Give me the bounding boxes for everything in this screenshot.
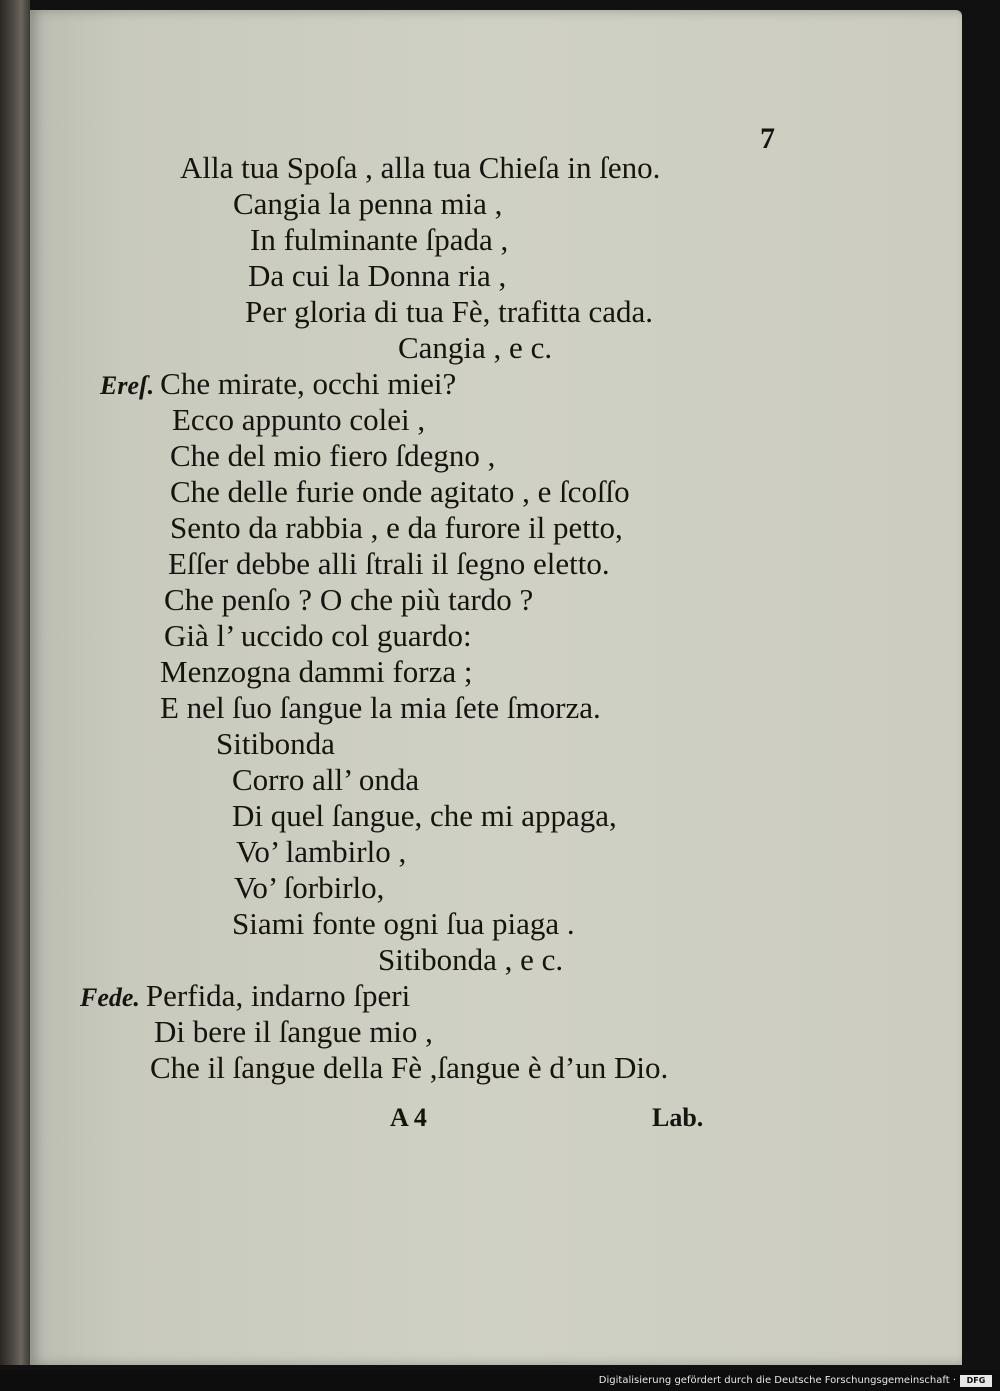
line-text: Di quel ſangue, che mi appaga, bbox=[232, 798, 617, 833]
catchword: Lab. bbox=[652, 1103, 704, 1132]
text-line bbox=[172, 402, 425, 438]
text-line bbox=[234, 870, 384, 906]
speaker-label: Fede. bbox=[80, 983, 140, 1012]
line-text: Sitibonda bbox=[216, 726, 335, 761]
page-number: 7 bbox=[760, 122, 775, 155]
line-text: Cangia , e c. bbox=[398, 330, 553, 365]
line-text: Da cui la Donna ria , bbox=[248, 258, 507, 293]
text-line bbox=[233, 186, 502, 222]
text-line bbox=[248, 258, 506, 294]
line-text: Siami fonte ogni ſua piaga . bbox=[232, 906, 575, 941]
text-line bbox=[232, 762, 419, 798]
text-line bbox=[100, 366, 456, 404]
line-text: In fulminante ſpada , bbox=[250, 222, 509, 257]
line-text: Che mirate, occhi miei? bbox=[160, 366, 457, 401]
line-text: Sento da rabbia , e da furore il petto, bbox=[170, 510, 623, 545]
line-text: Che delle furie onde agitato , e ſcoſſo bbox=[170, 474, 630, 509]
text-line bbox=[170, 510, 623, 546]
text-line bbox=[80, 978, 410, 1016]
text-line bbox=[170, 474, 630, 510]
text-line bbox=[160, 654, 472, 690]
line-text: Che il ſangue della Fè ,ſangue è d’un Dio. bbox=[150, 1050, 669, 1085]
line-text: Sitibonda , e c. bbox=[378, 942, 564, 977]
text-line bbox=[180, 150, 660, 186]
text-line bbox=[398, 330, 552, 366]
dfg-logo: DFG bbox=[960, 1375, 992, 1387]
text-line bbox=[168, 546, 610, 582]
speaker-label: Ereſ. bbox=[100, 371, 155, 400]
footer-bar bbox=[0, 1370, 1000, 1391]
line-text: Vo’ ſorbirlo, bbox=[234, 870, 385, 905]
text-line bbox=[236, 834, 406, 870]
line-text: Alla tua Spoſa , alla tua Chieſa in ſeno. bbox=[180, 150, 661, 185]
text-line bbox=[154, 1014, 433, 1050]
line-text: Che del mio fiero ſdegno , bbox=[170, 438, 496, 473]
text-line bbox=[160, 690, 601, 726]
line-text: Eſſer debbe alli ſtrali il ſegno eletto. bbox=[168, 546, 610, 581]
text-line bbox=[378, 942, 563, 978]
text-line bbox=[250, 222, 508, 258]
text-line bbox=[245, 294, 653, 330]
text-line bbox=[232, 906, 575, 942]
signature-mark: A 4 bbox=[390, 1103, 427, 1132]
text-line bbox=[150, 1050, 668, 1086]
text-line bbox=[170, 438, 495, 474]
line-text: Già l’ uccido col guardo: bbox=[164, 618, 472, 653]
text-line bbox=[232, 798, 617, 834]
line-text: Per gloria di tua Fè, trafitta cada. bbox=[245, 294, 654, 329]
line-text: E nel ſuo ſangue la mia ſete ſmorza. bbox=[160, 690, 601, 725]
text-line bbox=[164, 618, 472, 654]
book-binding-edge bbox=[0, 0, 30, 1365]
line-text: Ecco appunto colei , bbox=[172, 402, 426, 437]
text-line bbox=[164, 582, 533, 618]
line-text: Di bere il ſangue mio , bbox=[154, 1014, 433, 1049]
text-line bbox=[216, 726, 335, 762]
line-text: Menzogna dammi forza ; bbox=[160, 654, 473, 689]
line-text: Perfida, indarno ſperi bbox=[145, 978, 411, 1013]
book-page bbox=[30, 10, 962, 1365]
line-text: Che penſo ? O che più tardo ? bbox=[164, 582, 534, 617]
footer-credit: Digitalisierung gefördert durch die Deutsche Forschungsgemeinschaft · bbox=[598, 1375, 956, 1386]
line-text: Cangia la penna mia , bbox=[233, 186, 503, 221]
line-text: Vo’ lambirlo , bbox=[236, 834, 407, 869]
line-text: Corro all’ onda bbox=[232, 762, 420, 797]
